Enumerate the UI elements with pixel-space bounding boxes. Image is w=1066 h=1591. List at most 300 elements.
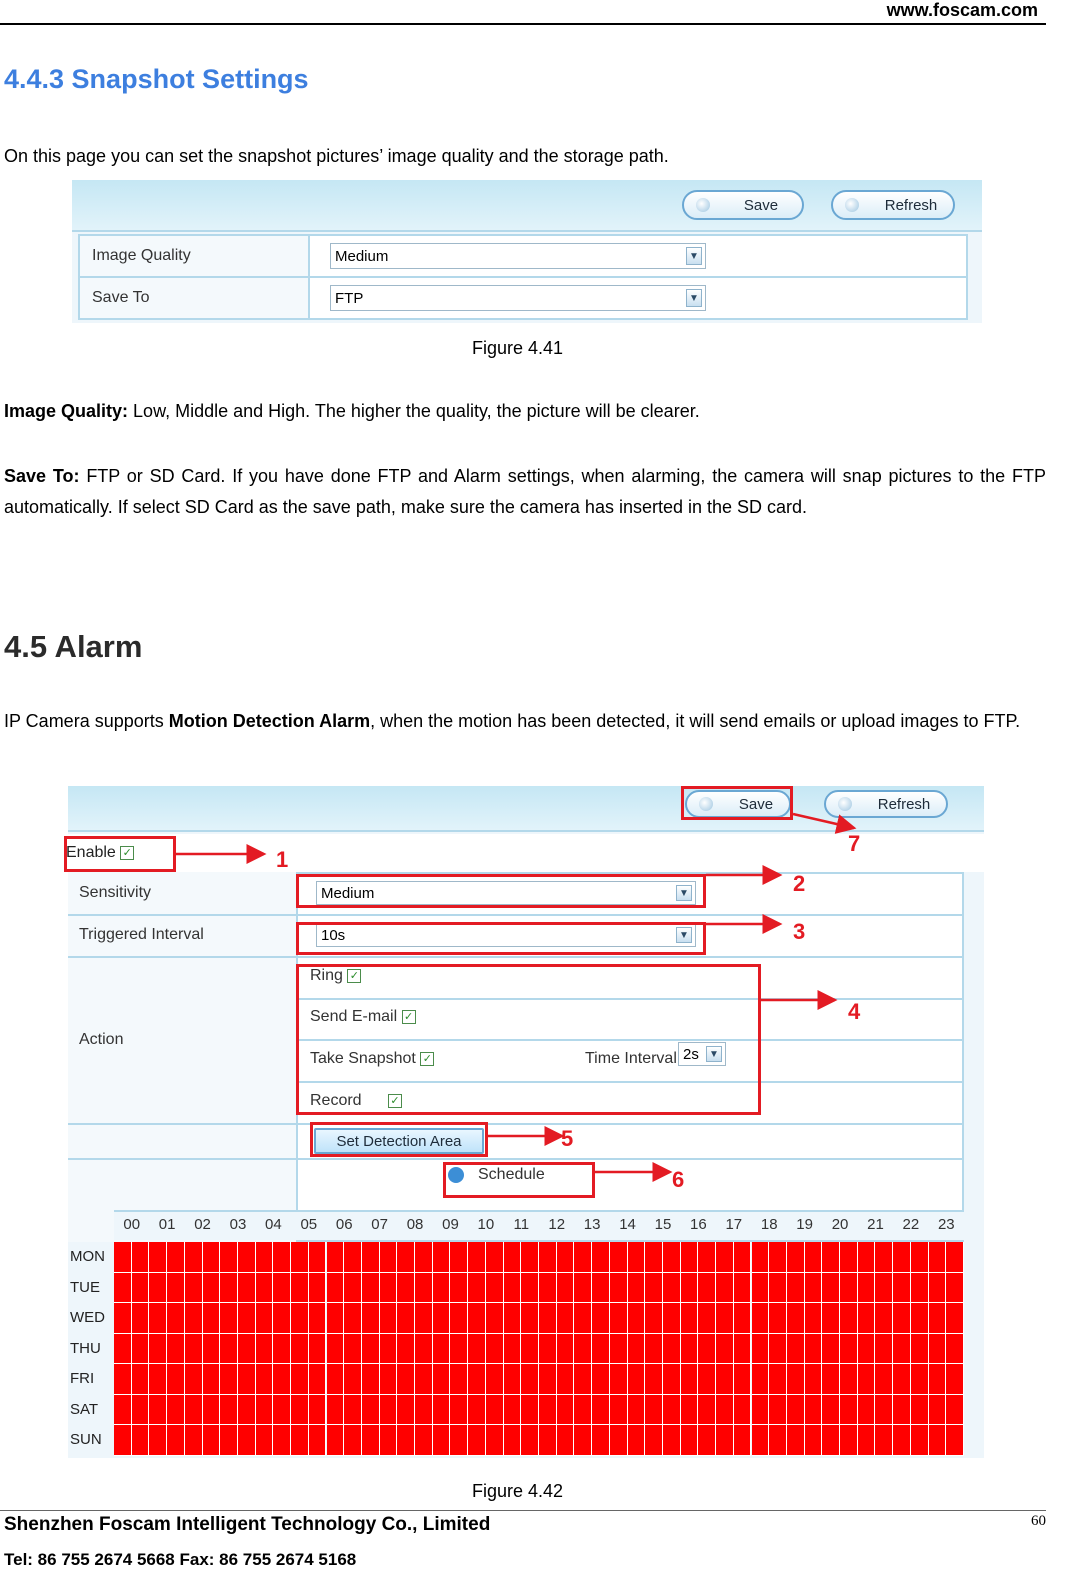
schedule-cell[interactable] [450,1273,468,1304]
schedule-cell[interactable] [486,1303,504,1334]
schedule-cell[interactable] [822,1334,840,1365]
schedule-cell[interactable] [149,1425,167,1456]
schedule-cell[interactable] [291,1425,309,1456]
schedule-cell[interactable] [203,1273,221,1304]
schedule-cell[interactable] [663,1364,681,1395]
schedule-cell[interactable] [433,1364,451,1395]
schedule-cell[interactable] [787,1364,805,1395]
schedule-cell[interactable] [734,1273,752,1304]
schedule-cell[interactable] [486,1273,504,1304]
schedule-cell[interactable] [256,1364,274,1395]
schedule-cell[interactable] [769,1334,787,1365]
schedule-cell[interactable] [380,1364,398,1395]
schedule-cell[interactable] [805,1242,823,1273]
schedule-cell[interactable] [592,1242,610,1273]
schedule-cell[interactable] [273,1303,291,1334]
schedule-cell[interactable] [273,1364,291,1395]
schedule-cell[interactable] [769,1395,787,1426]
schedule-cell[interactable] [539,1364,557,1395]
schedule-cell[interactable] [220,1242,238,1273]
schedule-cell[interactable] [592,1334,610,1365]
schedule-cell[interactable] [521,1242,539,1273]
schedule-cell[interactable] [574,1395,592,1426]
schedule-cell[interactable] [344,1425,362,1456]
schedule-cell[interactable] [645,1273,663,1304]
schedule-cell[interactable] [893,1395,911,1426]
schedule-cell[interactable] [769,1364,787,1395]
schedule-cell[interactable] [822,1273,840,1304]
schedule-cell[interactable] [946,1395,964,1426]
schedule-cell[interactable] [256,1395,274,1426]
schedule-cell[interactable] [752,1303,770,1334]
schedule-cell[interactable] [362,1303,380,1334]
schedule-cell[interactable] [734,1303,752,1334]
schedule-cell[interactable] [929,1425,947,1456]
schedule-cell[interactable] [167,1425,185,1456]
schedule-cell[interactable] [681,1364,699,1395]
schedule-cell[interactable] [840,1242,858,1273]
schedule-cell[interactable] [273,1425,291,1456]
schedule-cell[interactable] [344,1242,362,1273]
schedule-cell[interactable] [875,1303,893,1334]
schedule-cell[interactable] [521,1334,539,1365]
schedule-cell[interactable] [822,1425,840,1456]
schedule-cell[interactable] [415,1242,433,1273]
schedule-cell[interactable] [362,1242,380,1273]
schedule-cell[interactable] [380,1273,398,1304]
schedule-cell[interactable] [592,1395,610,1426]
schedule-cell[interactable] [309,1242,327,1273]
schedule-cell[interactable] [203,1242,221,1273]
schedule-cell[interactable] [344,1303,362,1334]
schedule-cell[interactable] [521,1425,539,1456]
schedule-cell[interactable] [787,1273,805,1304]
schedule-cell[interactable] [875,1334,893,1365]
schedule-cell[interactable] [185,1395,203,1426]
schedule-cell[interactable] [167,1242,185,1273]
schedule-cell[interactable] [185,1242,203,1273]
schedule-cell[interactable] [628,1242,646,1273]
schedule-cell[interactable] [114,1273,132,1304]
schedule-cell[interactable] [450,1395,468,1426]
schedule-cell[interactable] [167,1364,185,1395]
schedule-cell[interactable] [787,1425,805,1456]
schedule-cell[interactable] [752,1364,770,1395]
schedule-cell[interactable] [805,1273,823,1304]
schedule-cell[interactable] [504,1425,522,1456]
schedule-cell[interactable] [628,1303,646,1334]
schedule-cell[interactable] [787,1303,805,1334]
save-button[interactable]: Save [682,190,804,220]
schedule-cell[interactable] [362,1425,380,1456]
schedule-cell[interactable] [149,1364,167,1395]
schedule-cell[interactable] [893,1425,911,1456]
schedule-cell[interactable] [238,1273,256,1304]
schedule-cell[interactable] [929,1395,947,1426]
schedule-cell[interactable] [752,1395,770,1426]
schedule-cell[interactable] [787,1395,805,1426]
schedule-cell[interactable] [327,1303,345,1334]
schedule-cell[interactable] [539,1395,557,1426]
schedule-cell[interactable] [769,1303,787,1334]
schedule-cell[interactable] [433,1395,451,1426]
schedule-cell[interactable] [574,1242,592,1273]
schedule-cell[interactable] [486,1364,504,1395]
schedule-cell[interactable] [468,1334,486,1365]
schedule-cell[interactable] [132,1273,150,1304]
schedule-cell[interactable] [185,1303,203,1334]
schedule-cell[interactable] [504,1273,522,1304]
schedule-cell[interactable] [149,1334,167,1365]
schedule-cell[interactable] [557,1395,575,1426]
schedule-cell[interactable] [840,1425,858,1456]
schedule-cell[interactable] [574,1273,592,1304]
schedule-cell[interactable] [149,1303,167,1334]
schedule-cell[interactable] [309,1273,327,1304]
schedule-cell[interactable] [256,1273,274,1304]
schedule-cell[interactable] [734,1334,752,1365]
schedule-cell[interactable] [893,1334,911,1365]
schedule-cell[interactable] [610,1425,628,1456]
schedule-cell[interactable] [681,1303,699,1334]
schedule-cell[interactable] [220,1395,238,1426]
schedule-cell[interactable] [610,1242,628,1273]
schedule-cell[interactable] [716,1334,734,1365]
schedule-cell[interactable] [875,1425,893,1456]
schedule-cell[interactable] [574,1334,592,1365]
schedule-cell[interactable] [256,1334,274,1365]
schedule-cell[interactable] [734,1242,752,1273]
schedule-cell[interactable] [663,1303,681,1334]
schedule-cell[interactable] [858,1364,876,1395]
schedule-cell[interactable] [344,1395,362,1426]
schedule-cell[interactable] [291,1364,309,1395]
schedule-cell[interactable] [167,1273,185,1304]
schedule-cell[interactable] [822,1395,840,1426]
schedule-cell[interactable] [752,1334,770,1365]
schedule-cell[interactable] [698,1303,716,1334]
schedule-cell[interactable] [486,1334,504,1365]
schedule-cell[interactable] [557,1303,575,1334]
schedule-cell[interactable] [929,1364,947,1395]
schedule-cell[interactable] [681,1334,699,1365]
save-button[interactable]: Save [685,790,791,818]
schedule-cell[interactable] [663,1395,681,1426]
schedule-cell[interactable] [238,1395,256,1426]
save-to-select[interactable]: FTP ▼ [330,285,706,311]
schedule-cell[interactable] [220,1334,238,1365]
schedule-cell[interactable] [893,1303,911,1334]
schedule-cell[interactable] [946,1242,964,1273]
schedule-cell[interactable] [433,1334,451,1365]
schedule-cell[interactable] [875,1395,893,1426]
schedule-cell[interactable] [149,1395,167,1426]
schedule-cell[interactable] [380,1334,398,1365]
schedule-cell[interactable] [504,1395,522,1426]
schedule-cell[interactable] [521,1364,539,1395]
schedule-cell[interactable] [397,1303,415,1334]
schedule-cell[interactable] [610,1334,628,1365]
schedule-cell[interactable] [698,1334,716,1365]
schedule-cell[interactable] [840,1273,858,1304]
schedule-cell[interactable] [433,1425,451,1456]
schedule-cell[interactable] [291,1395,309,1426]
schedule-cell[interactable] [415,1364,433,1395]
schedule-cell[interactable] [769,1273,787,1304]
schedule-cell[interactable] [327,1425,345,1456]
schedule-cell[interactable] [132,1395,150,1426]
enable-checkbox[interactable]: ✓ [120,846,134,860]
schedule-cell[interactable] [628,1364,646,1395]
schedule-cell[interactable] [946,1303,964,1334]
schedule-cell[interactable] [628,1425,646,1456]
schedule-cell[interactable] [132,1364,150,1395]
schedule-cell[interactable] [858,1303,876,1334]
schedule-cell[interactable] [539,1242,557,1273]
schedule-cell[interactable] [752,1242,770,1273]
schedule-cell[interactable] [486,1425,504,1456]
schedule-cell[interactable] [539,1303,557,1334]
schedule-cell[interactable] [610,1303,628,1334]
schedule-cell[interactable] [114,1364,132,1395]
schedule-cell[interactable] [149,1273,167,1304]
schedule-cell[interactable] [893,1364,911,1395]
schedule-cell[interactable] [397,1425,415,1456]
refresh-button[interactable]: Refresh [831,190,955,220]
schedule-cell[interactable] [716,1364,734,1395]
schedule-cell[interactable] [911,1425,929,1456]
schedule-cell[interactable] [610,1273,628,1304]
schedule-cell[interactable] [663,1242,681,1273]
schedule-cell[interactable] [504,1334,522,1365]
schedule-cell[interactable] [628,1334,646,1365]
schedule-cell[interactable] [858,1242,876,1273]
record-checkbox[interactable]: ✓ [388,1094,402,1108]
schedule-cell[interactable] [114,1242,132,1273]
schedule-cell[interactable] [273,1242,291,1273]
schedule-cell[interactable] [681,1273,699,1304]
schedule-cell[interactable] [238,1303,256,1334]
schedule-cell[interactable] [327,1242,345,1273]
schedule-cell[interactable] [433,1303,451,1334]
schedule-cell[interactable] [734,1425,752,1456]
schedule-cell[interactable] [858,1395,876,1426]
schedule-cell[interactable] [769,1425,787,1456]
schedule-cell[interactable] [273,1334,291,1365]
schedule-cell[interactable] [167,1334,185,1365]
schedule-cell[interactable] [362,1395,380,1426]
schedule-cell[interactable] [309,1334,327,1365]
schedule-cell[interactable] [203,1303,221,1334]
schedule-cell[interactable] [291,1273,309,1304]
schedule-cell[interactable] [716,1303,734,1334]
schedule-cell[interactable] [716,1395,734,1426]
schedule-cell[interactable] [911,1303,929,1334]
schedule-cell[interactable] [858,1273,876,1304]
schedule-cell[interactable] [787,1242,805,1273]
schedule-cell[interactable] [752,1273,770,1304]
schedule-cell[interactable] [628,1395,646,1426]
schedule-cell[interactable] [822,1364,840,1395]
schedule-cell[interactable] [787,1334,805,1365]
schedule-cell[interactable] [681,1425,699,1456]
schedule-cell[interactable] [380,1395,398,1426]
triggered-interval-select[interactable]: 10s ▼ [316,923,696,947]
schedule-cell[interactable] [433,1273,451,1304]
schedule-cell[interactable] [929,1242,947,1273]
schedule-cell[interactable] [327,1273,345,1304]
schedule-cell[interactable] [256,1303,274,1334]
schedule-cell[interactable] [203,1364,221,1395]
schedule-cell[interactable] [415,1334,433,1365]
schedule-cell[interactable] [716,1425,734,1456]
schedule-cell[interactable] [291,1303,309,1334]
schedule-cell[interactable] [397,1334,415,1365]
schedule-cell[interactable] [114,1425,132,1456]
sensitivity-select[interactable]: Medium ▼ [316,881,696,905]
schedule-cell[interactable] [397,1364,415,1395]
schedule-cell[interactable] [539,1334,557,1365]
schedule-cell[interactable] [610,1364,628,1395]
image-quality-select[interactable]: Medium ▼ [330,243,706,269]
schedule-cell[interactable] [946,1364,964,1395]
schedule-cell[interactable] [114,1303,132,1334]
schedule-cell[interactable] [858,1425,876,1456]
schedule-cell[interactable] [805,1303,823,1334]
schedule-cell[interactable] [238,1242,256,1273]
schedule-cell[interactable] [858,1334,876,1365]
schedule-cell[interactable] [911,1395,929,1426]
schedule-cell[interactable] [574,1364,592,1395]
schedule-cell[interactable] [185,1364,203,1395]
schedule-cell[interactable] [893,1273,911,1304]
schedule-cell[interactable] [840,1364,858,1395]
take-snapshot-checkbox[interactable]: ✓ [420,1052,434,1066]
schedule-cell[interactable] [557,1242,575,1273]
schedule-cell[interactable] [291,1242,309,1273]
schedule-cell[interactable] [592,1425,610,1456]
schedule-cell[interactable] [291,1334,309,1365]
schedule-cell[interactable] [716,1242,734,1273]
schedule-cell[interactable] [203,1334,221,1365]
schedule-cell[interactable] [698,1273,716,1304]
schedule-cell[interactable] [752,1425,770,1456]
schedule-cell[interactable] [681,1242,699,1273]
schedule-cell[interactable] [309,1425,327,1456]
schedule-cell[interactable] [238,1364,256,1395]
schedule-cell[interactable] [362,1273,380,1304]
schedule-cell[interactable] [167,1395,185,1426]
schedule-cell[interactable] [875,1273,893,1304]
schedule-cell[interactable] [822,1303,840,1334]
schedule-cell[interactable] [132,1334,150,1365]
schedule-cell[interactable] [344,1364,362,1395]
schedule-cell[interactable] [132,1242,150,1273]
schedule-cell[interactable] [132,1425,150,1456]
schedule-cell[interactable] [539,1273,557,1304]
schedule-cell[interactable] [628,1273,646,1304]
schedule-cell[interactable] [840,1395,858,1426]
schedule-cell[interactable] [149,1242,167,1273]
schedule-cell[interactable] [380,1242,398,1273]
schedule-cell[interactable] [946,1425,964,1456]
schedule-cell[interactable] [521,1395,539,1426]
schedule-cell[interactable] [309,1395,327,1426]
schedule-cell[interactable] [220,1425,238,1456]
schedule-cell[interactable] [645,1395,663,1426]
schedule-cell[interactable] [468,1425,486,1456]
schedule-cell[interactable] [929,1303,947,1334]
schedule-cell[interactable] [946,1273,964,1304]
schedule-cell[interactable] [327,1395,345,1426]
schedule-cell[interactable] [592,1364,610,1395]
schedule-cell[interactable] [486,1395,504,1426]
schedule-cell[interactable] [539,1425,557,1456]
schedule-cell[interactable] [504,1242,522,1273]
schedule-cell[interactable] [468,1364,486,1395]
schedule-cell[interactable] [256,1242,274,1273]
schedule-cell[interactable] [946,1334,964,1365]
schedule-cell[interactable] [893,1242,911,1273]
schedule-cell[interactable] [468,1242,486,1273]
schedule-cell[interactable] [911,1273,929,1304]
schedule-grid[interactable] [114,1242,964,1456]
schedule-cell[interactable] [114,1395,132,1426]
schedule-cell[interactable] [557,1364,575,1395]
schedule-cell[interactable] [344,1334,362,1365]
schedule-cell[interactable] [344,1273,362,1304]
schedule-cell[interactable] [805,1425,823,1456]
schedule-cell[interactable] [450,1242,468,1273]
schedule-cell[interactable] [114,1334,132,1365]
schedule-cell[interactable] [397,1273,415,1304]
schedule-cell[interactable] [415,1395,433,1426]
schedule-cell[interactable] [220,1273,238,1304]
schedule-cell[interactable] [734,1364,752,1395]
schedule-cell[interactable] [220,1303,238,1334]
schedule-cell[interactable] [875,1242,893,1273]
schedule-cell[interactable] [397,1242,415,1273]
schedule-cell[interactable] [132,1303,150,1334]
schedule-cell[interactable] [663,1273,681,1304]
schedule-cell[interactable] [273,1273,291,1304]
schedule-cell[interactable] [415,1273,433,1304]
schedule-cell[interactable] [645,1303,663,1334]
schedule-cell[interactable] [273,1395,291,1426]
schedule-cell[interactable] [468,1395,486,1426]
send-email-checkbox[interactable]: ✓ [402,1010,416,1024]
schedule-cell[interactable] [822,1242,840,1273]
schedule-cell[interactable] [592,1273,610,1304]
schedule-cell[interactable] [327,1334,345,1365]
schedule-cell[interactable] [875,1364,893,1395]
schedule-cell[interactable] [486,1242,504,1273]
schedule-cell[interactable] [911,1242,929,1273]
schedule-cell[interactable] [220,1364,238,1395]
schedule-cell[interactable] [450,1334,468,1365]
schedule-cell[interactable] [203,1425,221,1456]
schedule-cell[interactable] [185,1334,203,1365]
schedule-cell[interactable] [521,1273,539,1304]
schedule-cell[interactable] [468,1273,486,1304]
schedule-cell[interactable] [504,1364,522,1395]
schedule-cell[interactable] [433,1242,451,1273]
schedule-cell[interactable] [769,1242,787,1273]
schedule-cell[interactable] [185,1273,203,1304]
schedule-cell[interactable] [203,1395,221,1426]
schedule-cell[interactable] [592,1303,610,1334]
schedule-cell[interactable] [468,1303,486,1334]
